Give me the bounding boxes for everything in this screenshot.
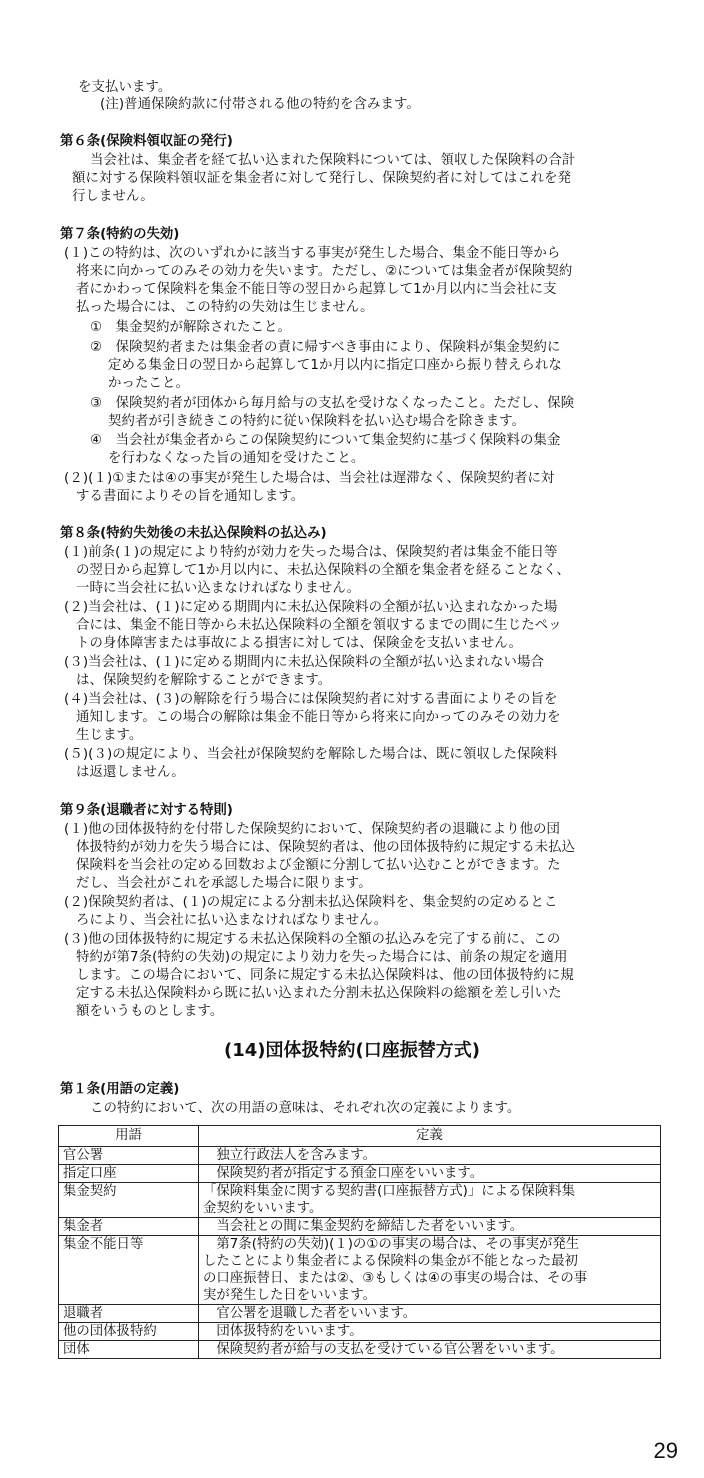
article-9-line: 額をいうものとします。 — [76, 1004, 224, 1019]
table-cell-definition — [199, 1236, 661, 1305]
article-9-line: ろにより、当会社に払い込まなければなりません。 — [76, 913, 388, 928]
article-7-title: 第７条(特約の失効) — [60, 227, 180, 242]
article-9-line: (２)保険契約者は、(１)の規定による分割未払込保険料を、集金契約の定めるとこ — [64, 895, 558, 910]
definition-line: 官公署を退職した者をいいます。 — [203, 1306, 417, 1321]
article-9-line: 特約が第7条(特約の失効)の規定により効力を失った場合には、前条の規定を適用 — [76, 950, 568, 965]
article-8-line: 生じます。 — [76, 728, 143, 743]
article-8-line: の翌日から起算して1か月以内に、未払込保険料の全額を集金者を経ることなく、 — [76, 563, 571, 578]
definition-line: 金契約をいいます。 — [203, 1201, 323, 1216]
article-6-line: 額に対する保険料領収証を集金者に対して発行し、保険契約者に対してはこれを発 — [72, 171, 572, 186]
article-8-line: (４)当会社は、(３)の解除を行う場合には保険契約者に対する書面によりその旨を — [64, 692, 558, 707]
article-7-item-cont: 定める集金日の翌日から起算して1か月以内に指定口座から振り替えられな — [108, 358, 562, 373]
page-number: 29 — [653, 1438, 678, 1463]
article-8-line: 通知します。この場合の解除は集金不能日等から将来に向かってのみその効力を — [76, 710, 561, 725]
table-cell-definition — [199, 1323, 661, 1341]
article-7-line: (１)この特約は、次のいずれかに該当する事実が発生した場合、集金不能日等から — [64, 246, 561, 261]
table-row — [59, 1305, 661, 1323]
table-cell-term: 指定口座 — [59, 1165, 199, 1183]
definition-line: 当会社との間に集金契約を締結した者をいいます。 — [203, 1219, 524, 1234]
article-8-line: (３)当会社は、(１)に定める期間内に未払込保険料の全額が払い込まれない場合 — [64, 655, 544, 670]
article-9-title: 第９条(退職者に対する特則) — [60, 803, 233, 818]
article-8-line: (２)当会社は、(１)に定める期間内に未払込保険料の全額が払い込まれなかった場 — [64, 600, 558, 615]
article-8-line: は返還しません。 — [76, 765, 185, 780]
section-14-title: (14)団体扱特約(口座振替方式) — [224, 1040, 480, 1061]
article-7-item-cont: かったこと。 — [108, 376, 189, 391]
article-8-line: (１)前条(１)の規定により特約が効力を失った場合は、保険契約者は集金不能日等 — [64, 545, 558, 560]
table-cell-term: 集金者 — [59, 1218, 199, 1236]
definition-line: 第7条(特約の失効)(１)の①の事実の場合は、その事実が発生 — [203, 1237, 580, 1252]
article-6-line: 当会社は、集金者を経て払い込まれた保険料については、領収した保険料の合計 — [90, 153, 576, 168]
table-cell-definition — [199, 1183, 661, 1218]
article-8-line: 合には、集金不能日等から未払込保険料の全額を領収するまでの間に生じたペッ — [76, 618, 562, 633]
table-cell-term: 退職者 — [59, 1305, 199, 1323]
intro-note: (注)普通保険約款に付帯される他の特約を含みます。 — [100, 97, 420, 112]
article-7-item: ② 保険契約者または集金者の責に帰すべき事由により、保険料が集金契約に — [90, 340, 561, 355]
article-7-item: ④ 当会社が集金者からこの保険契約について集金契約に基づく保険料の集金 — [90, 433, 561, 448]
table-cell-definition — [199, 1341, 661, 1359]
article-8-line: (５)(３)の規定により、当会社が保険契約を解除した場合は、既に領収した保険料 — [64, 747, 558, 762]
table-cell-definition — [199, 1147, 661, 1165]
table-cell-term: 官公署 — [59, 1147, 199, 1165]
table-cell-definition — [199, 1305, 661, 1323]
article-9-line: 保険料を当会社の定める回数および金額に分割して払い込むことができます。た — [76, 858, 561, 873]
article-8-line: は、保険契約を解除することができます。 — [76, 673, 332, 688]
table-row — [59, 1165, 661, 1183]
article-9-line: します。この場合において、同条に規定する未払込保険料は、他の団体扱特約に規 — [76, 968, 574, 983]
article-7-line: (２)(１)①または④の事実が発生した場合は、当会社は遅滞なく、保険契約者に対 — [64, 471, 555, 486]
definition-line: 実が発生した日をいいます。 — [203, 1288, 377, 1303]
article-7-line: する書面によりその旨を通知します。 — [76, 489, 305, 504]
table-cell-term: 集金契約 — [59, 1183, 199, 1218]
table-cell-term: 団体 — [59, 1341, 199, 1359]
definition-line: 「保険料集金に関する契約書(口座振替方式)」による保険料集 — [203, 1184, 575, 1199]
section-14-article-1-title: 第１条(用語の定義) — [60, 1082, 180, 1097]
table-row — [59, 1183, 661, 1218]
table-row — [59, 1147, 661, 1165]
intro-line: を支払います。 — [78, 80, 172, 95]
table-cell-definition — [199, 1165, 661, 1183]
article-7-line: 将来に向かってのみその効力を失います。ただし、②については集金者が保険契約 — [76, 264, 573, 279]
definition-line: 保険契約者が指定する預金口座をいいます。 — [203, 1166, 484, 1181]
article-7-item: ① 集金契約が解除されたこと。 — [90, 320, 291, 335]
article-6-title: 第６条(保険料領収証の発行) — [60, 134, 233, 149]
definition-line: 団体扱特約をいいます。 — [203, 1324, 363, 1339]
article-7-item-cont: を行わなくなった旨の通知を受けたこと。 — [108, 451, 365, 466]
article-8-line: トの身体障害または事故による損害に対しては、保険金を支払いません。 — [76, 636, 522, 651]
article-7-item: ③ 保険契約者が団体から毎月給与の支払を受けなくなったこと。ただし、保険 — [90, 396, 575, 411]
article-9-line: 定する未払込保険料から既に払い込まれた分割未払込保険料の総額を差し引いた — [76, 986, 562, 1001]
article-8-line: 一時に当会社に払い込まなければなりません。 — [76, 581, 361, 596]
table-header-row — [59, 1126, 661, 1147]
table-row — [59, 1323, 661, 1341]
article-9-line: (３)他の団体扱特約に規定する未払込保険料の全額の払込みを完了する前に、この — [64, 932, 561, 947]
article-9-line: だし、当会社がこれを承認した場合に限ります。 — [76, 876, 372, 891]
section-14-article-1-intro: この特約において、次の用語の意味は、それぞれ次の定義によります。 — [90, 1101, 521, 1116]
table-row — [59, 1236, 661, 1305]
article-9-line: 体扱特約が効力を失う場合には、保険契約者は、他の団体扱特約に規定する未払込 — [76, 840, 576, 855]
definition-line: 独立行政法人を含みます。 — [203, 1148, 377, 1163]
article-7-line: 者にかわって保険料を集金不能日等の翌日から起算して1か月以内に当会社に支 — [76, 282, 557, 297]
article-6-line: 行しません。 — [72, 189, 154, 204]
article-9-line: (１)他の団体扱特約を付帯した保険契約において、保険契約者の退職により他の団 — [64, 822, 561, 837]
article-7-line: 払った場合には、この特約の失効は生じません。 — [76, 300, 374, 315]
table-header-definition: 定義 — [199, 1126, 661, 1147]
article-7-item-cont: 契約者が引き続きこの特約に従い保険料を払い込む場合を除きます。 — [108, 414, 526, 429]
definitions-table — [58, 1125, 661, 1359]
definition-line: の口座振替日、または②、③もしくは④の事実の場合は、その事 — [203, 1271, 588, 1286]
table-header-term: 用語 — [59, 1126, 199, 1147]
table-cell-term: 他の団体扱特約 — [59, 1323, 199, 1341]
table-cell-term: 集金不能日等 — [59, 1236, 199, 1305]
table-row — [59, 1218, 661, 1236]
definition-line: 保険契約者が給与の支払を受けている官公署をいいます。 — [203, 1342, 564, 1357]
table-row — [59, 1341, 661, 1359]
definition-line: したことにより集金者による保険料の集金が不能となった最初 — [203, 1254, 578, 1269]
table-cell-definition — [199, 1218, 661, 1236]
article-8-title: 第８条(特約失効後の未払込保険料の払込み) — [60, 526, 327, 541]
